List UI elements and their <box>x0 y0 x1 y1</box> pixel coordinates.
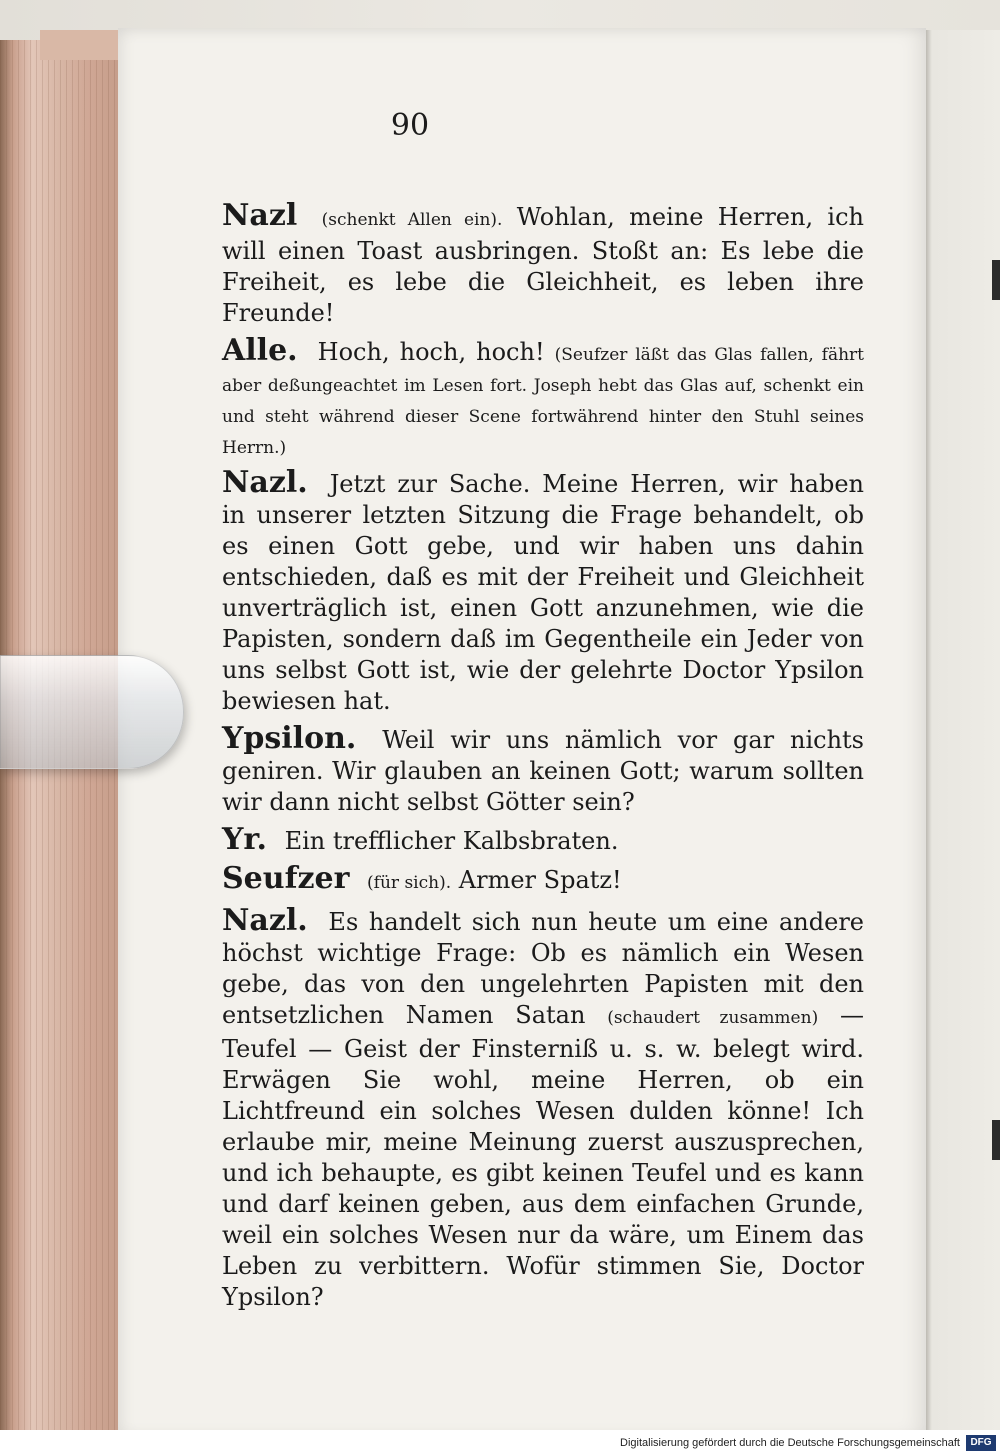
page-number: 90 <box>390 108 430 143</box>
speaker-name: Nazl <box>222 198 298 233</box>
speech-paragraph <box>222 863 864 899</box>
dfg-logo: DFG <box>966 1435 996 1451</box>
speaker-name: Alle. <box>222 333 298 368</box>
speech-paragraph <box>222 824 864 857</box>
speaker-name: Seufzer <box>222 861 350 896</box>
speaker-name: Ypsilon. <box>222 721 357 756</box>
stage-direction: (schenkt Allen ein). <box>321 210 503 230</box>
page-holder-clip <box>0 655 184 769</box>
speech-paragraph <box>222 905 864 1313</box>
speech-text: Wohlan, meine Herren, ich will einen Toast ausbringen. Stoßt an: Es lebe die Freiheit, es lebe die Gleichheit, es leben ihre Freunde! <box>222 203 864 327</box>
page-body <box>222 200 864 1319</box>
page-edge-top <box>40 30 130 60</box>
speech-text: Ein trefflicher Kalbsbraten. <box>284 827 619 855</box>
speaker-name: Nazl. <box>222 465 308 500</box>
digitization-credit: Digitalisierung gefördert durch die Deutsche Forschungsgemeinschaft <box>0 1430 1000 1456</box>
bleed-mark <box>992 260 1000 300</box>
stage-direction: (für sich). <box>367 873 452 893</box>
speech-paragraph <box>222 723 864 818</box>
speech-text: Armer Spatz! <box>458 866 622 894</box>
speech-text: Hoch, hoch, hoch! <box>317 338 545 366</box>
stage-direction: (schaudert zusammen) <box>607 1008 819 1028</box>
speech-text: — Teufel — Geist der Finsterniß u. s. w. belegt wird. Erwägen Sie wohl, meine Herren, ob ein Lichtfreund ein solches Wesen dulden könne! Ich erlaube mir, meine Meinung zuerst auszusprechen, und ich behaupte, es gibt keinen Teufel und es kann und darf keinen geben, aus dem einfachen Grunde, weil ein solches Wesen nur da wäre, um Einem das Leben zu verbittern. Wofür stimmen Sie, Doctor Ypsilon? <box>222 1001 864 1311</box>
bleed-mark <box>992 1120 1000 1160</box>
speech-paragraph <box>222 335 864 461</box>
speaker-name: Yr. <box>222 822 267 857</box>
facing-page-edge <box>926 30 1000 1436</box>
speech-text: Weil wir uns nämlich vor gar nichts geniren. Wir glauben an keinen Gott; warum sollten wir dann nicht selbst Götter sein? <box>222 726 864 816</box>
speech-text: Jetzt zur Sache. Meine Herren, wir haben in unserer letzten Sitzung die Frage behandelt, ob es einen Gott gebe, und wir haben uns dahin entschieden, daß es mit der Freiheit und Gleichheit unverträglich ist, einen Gott anzunehmen, wie die Papisten, sondern daß im Gegentheile ein Jeder von uns selbst Gott ist, wie der gelehrte Doctor Ypsilon bewiesen hat. <box>222 470 865 715</box>
speech-paragraph <box>222 467 864 717</box>
speech-paragraph <box>222 200 864 329</box>
stage-direction: (Seufzer läßt das Glas fallen, fährt aber deßungeachtet im Lesen fort. Joseph hebt das Glas auf, schenkt ein und steht während dieser Scene fortwährend hinter den Stuhl seines Herrn.) <box>222 345 864 458</box>
speaker-name: Nazl. <box>222 903 308 938</box>
speech-text: Es handelt sich nun heute um eine andere höchst wichtige Frage: Ob es nämlich ein Wesen gebe, das von den ungelehrten Papisten mit den entsetzlichen Namen Satan <box>222 908 864 1029</box>
